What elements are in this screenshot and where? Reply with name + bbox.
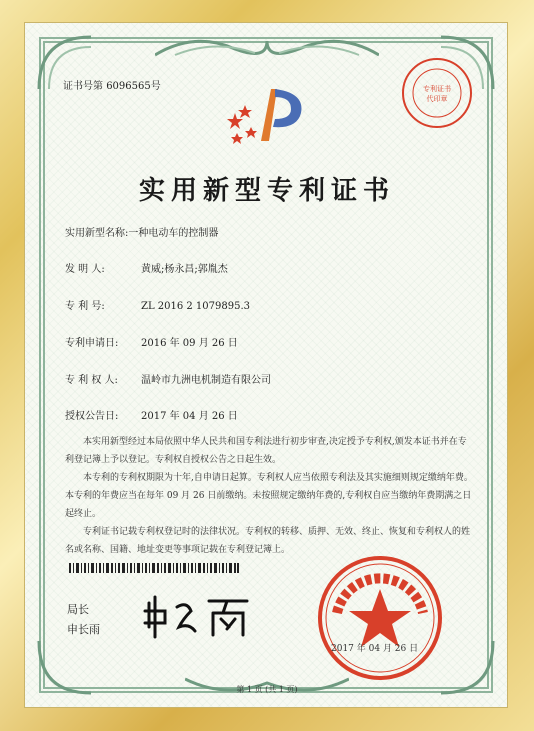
field-label: 专利申请日: (65, 338, 119, 349)
handwritten-signature-icon (143, 593, 263, 641)
field-label: 授权公告日: (65, 411, 119, 422)
field-inventors (65, 260, 228, 275)
body-paragraph: 专利证书记载专利权登记时的法律状况。专利权的转移、质押、无效、终止、恢复和专利权人的姓名或名称、国籍、地址变更等事项记载在专利登记簿上。 (65, 527, 471, 555)
director-name: 申长雨 (67, 623, 100, 636)
field-patent-number (65, 297, 250, 312)
patent-office-stamp-icon (399, 55, 475, 131)
body-paragraph: 本实用新型经过本局依照中华人民共和国专利法进行初步审查,决定授予专利权,颁发本证书并在专利登记簿上予以登记。专利权自授权公告之日起生效。 (65, 437, 467, 465)
field-label: 专 利 号: (65, 301, 105, 312)
body-paragraph: 本专利的专利权期限为十年,自申请日起算。专利权人应当依照专利法及其实施细则规定缴纳年费。本专利的年费应当在每年 09 月 26 日前缴纳。未按照规定缴纳年费的,专利权自应当缴纳年费期满之日起终止。 (65, 473, 473, 519)
page-number: 第 1 页 (共 1 页) (236, 685, 298, 694)
seal-date: 2017 年 04 月 26 日 (331, 644, 419, 654)
top-ornament-icon (155, 31, 379, 63)
certificate-number-label: 证书号第 (63, 81, 103, 92)
field-label: 实用新型名称: (65, 228, 129, 239)
field-label: 专 利 权 人: (65, 375, 118, 386)
barcode-icon (69, 563, 239, 573)
field-label: 发 明 人: (65, 264, 105, 275)
field-patentee (65, 371, 271, 386)
field-utility-model-name (65, 224, 218, 239)
svg-text:专利证书: 专利证书 (423, 85, 451, 93)
page-title: 实用新型专利证书 (138, 176, 395, 206)
certificate-body (65, 433, 473, 559)
field-value: 2017 年 04 月 26 日 (141, 411, 238, 422)
field-value: 黄威;杨永昌;郭胤杰 (141, 264, 228, 275)
field-application-date (65, 334, 238, 349)
field-grant-date (65, 407, 238, 422)
director-title: 局长 (67, 603, 89, 616)
svg-text:代印章: 代印章 (426, 95, 448, 103)
official-seal-icon (315, 553, 445, 683)
field-value: 一种电动车的控制器 (128, 228, 219, 239)
certificate-paper (24, 22, 508, 708)
field-value: 温岭市九洲电机制造有限公司 (141, 375, 271, 386)
field-value: ZL 2016 2 1079895.3 (141, 301, 251, 312)
certificate-number-suffix: 号 (150, 81, 161, 92)
certificate-number (63, 77, 161, 92)
field-value: 2016 年 09 月 26 日 (141, 338, 238, 349)
patent-office-logo-icon (225, 83, 309, 145)
certificate-number-value: 6096565 (106, 81, 151, 92)
